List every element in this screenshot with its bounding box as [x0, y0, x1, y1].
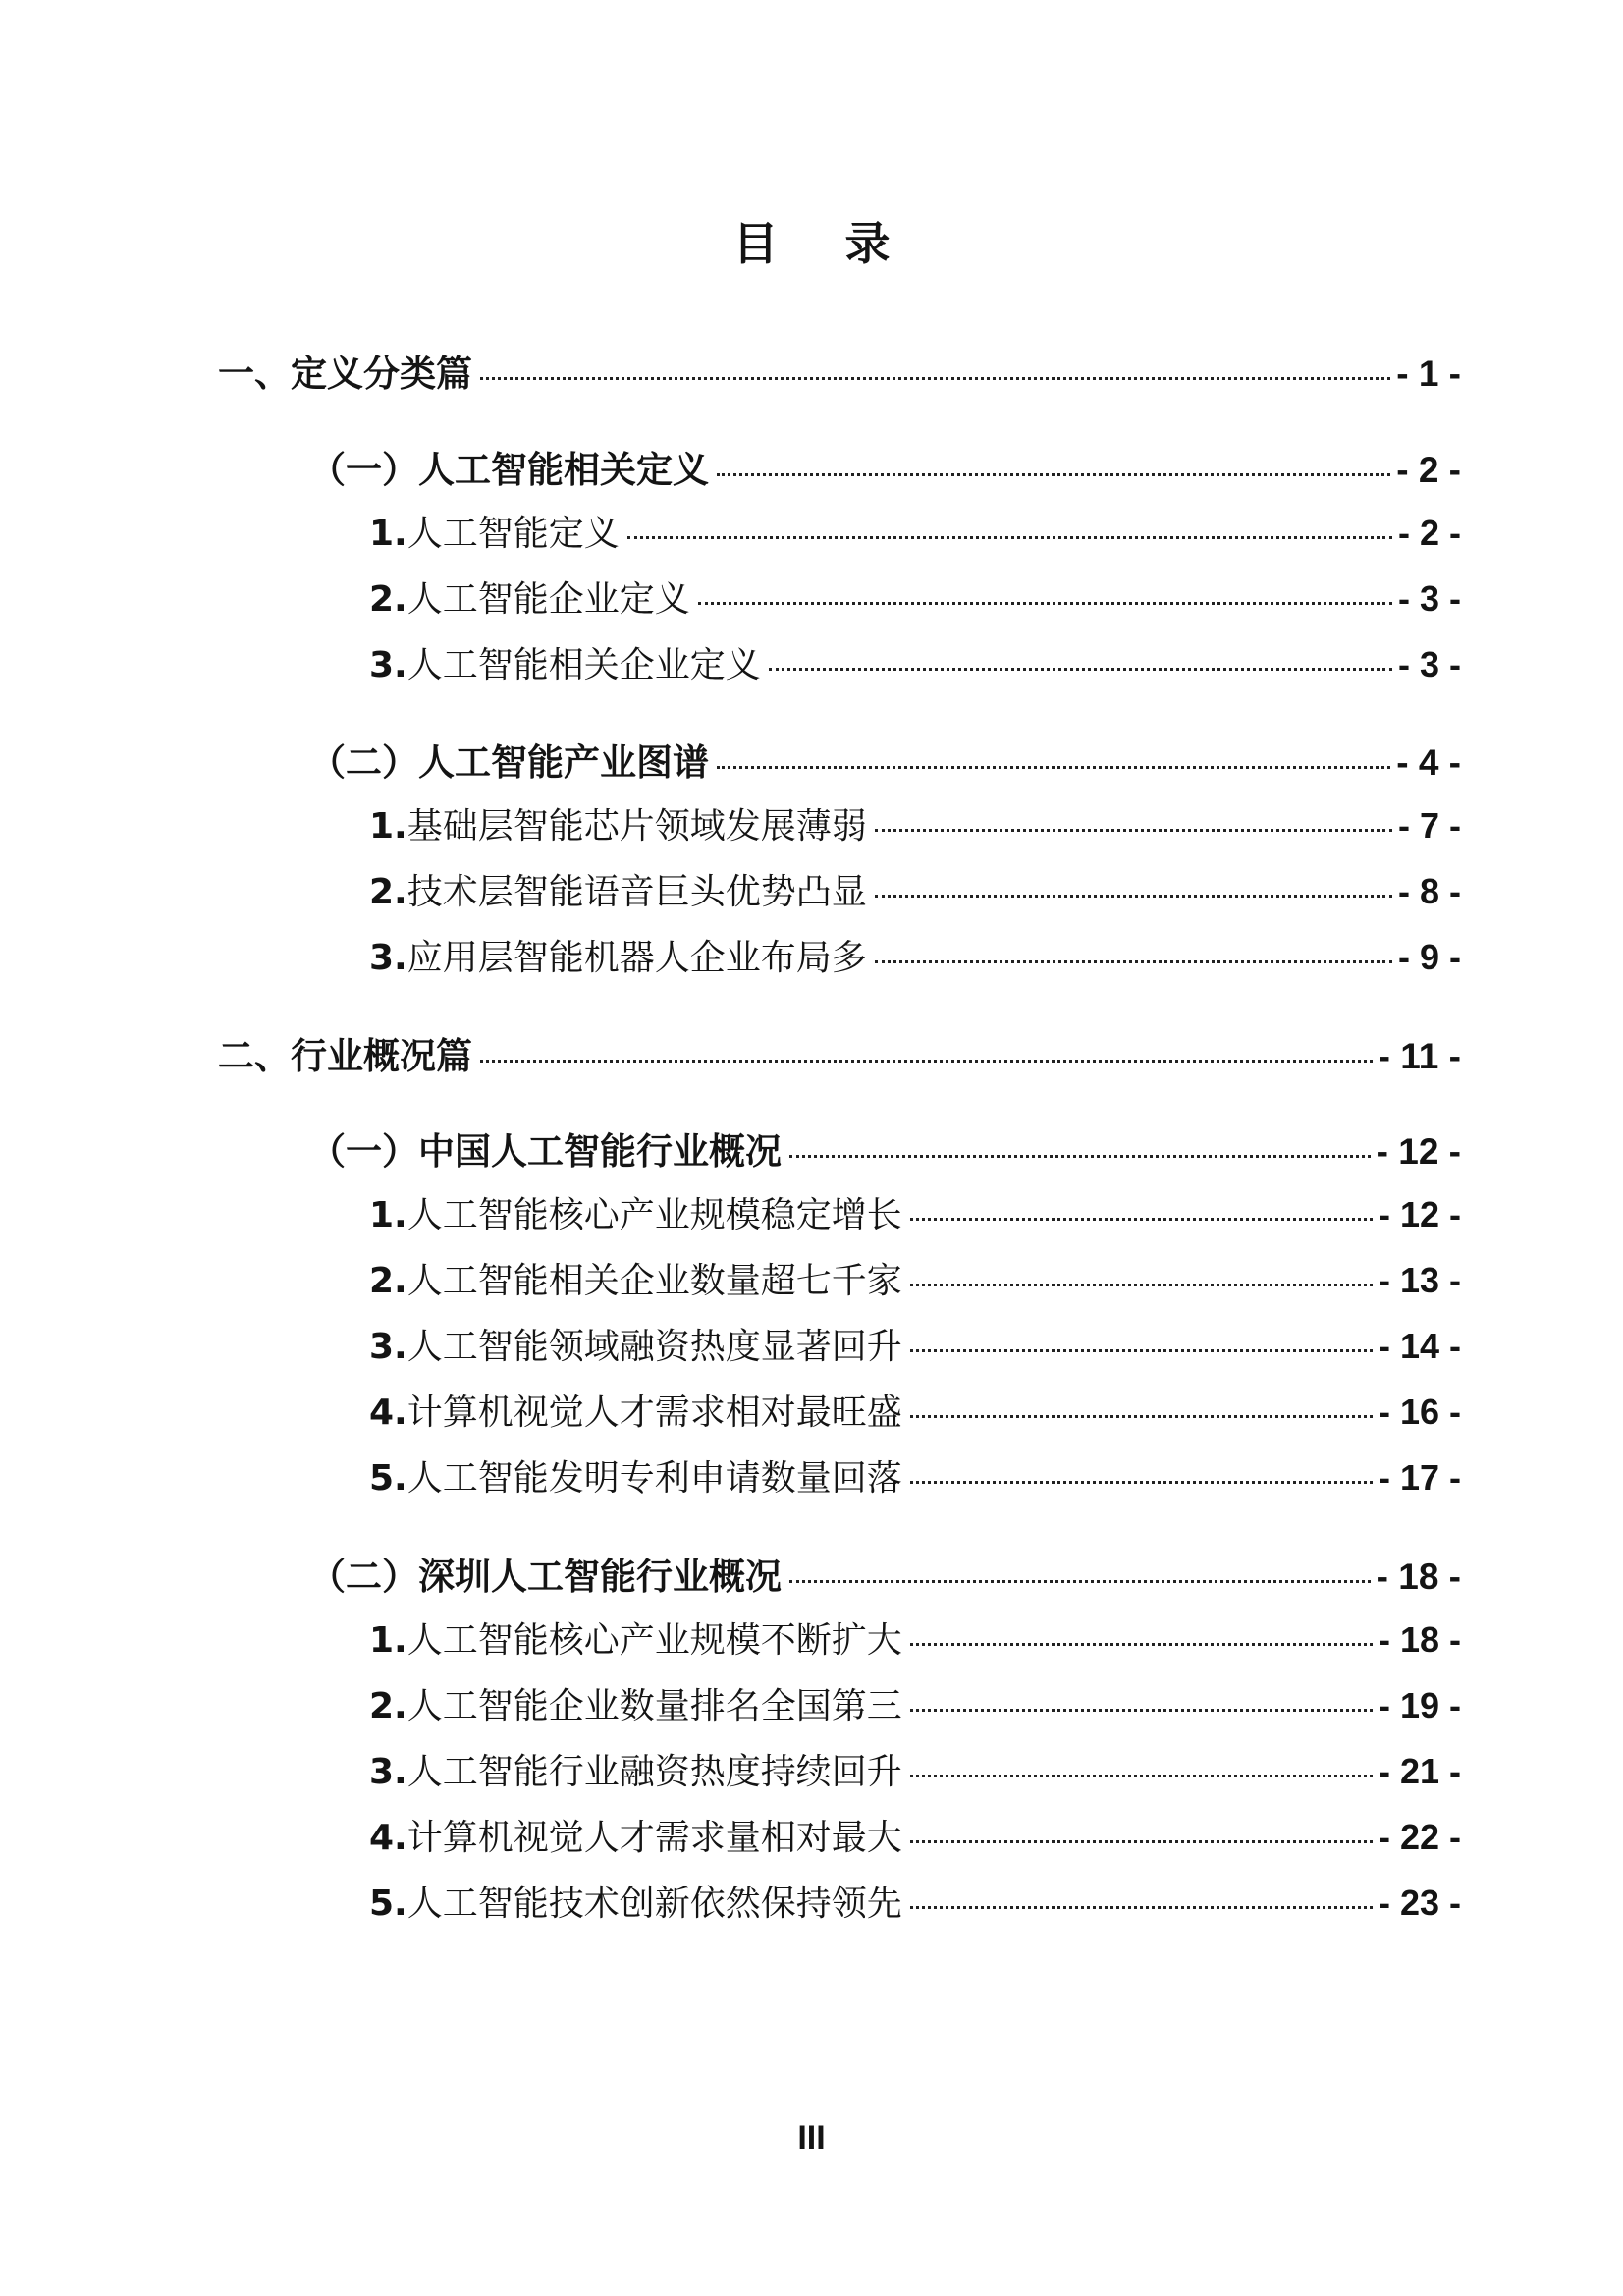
dot-leader: [717, 766, 1390, 769]
toc-entry-number: 2.: [369, 1686, 407, 1726]
toc-subsection-entry[interactable]: [369, 1876, 1461, 1926]
toc-entry-title: 计算机视觉人才需求量相对最大: [406, 1818, 902, 1858]
dot-leader: [875, 829, 1392, 832]
toc-entry-title: 应用层智能机器人企业布局多: [406, 938, 867, 978]
toc-entry-title: 人工智能行业融资热度持续回升: [406, 1752, 902, 1792]
toc-entry-number: 3.: [369, 1752, 407, 1792]
toc-subsection-entry[interactable]: [369, 572, 1461, 622]
toc-entry-number: 4.: [369, 1393, 407, 1433]
toc-section-entry[interactable]: [309, 733, 1461, 786]
toc-page-ref: - 18 -: [1378, 1619, 1461, 1660]
toc-page-ref: - 21 -: [1378, 1751, 1461, 1791]
toc-entry-number: 5.: [369, 1458, 407, 1499]
dot-leader: [910, 1284, 1373, 1286]
toc-entry-title: 人工智能相关企业定义: [406, 645, 761, 685]
toc-entry-number: 3.: [369, 645, 407, 685]
toc-page-ref: - 2 -: [1396, 450, 1461, 490]
dot-leader: [875, 960, 1392, 963]
toc-entry-number: 3.: [369, 938, 407, 978]
toc-section-entry[interactable]: [309, 440, 1461, 493]
toc-entry-number: 1.: [369, 514, 407, 554]
toc-chapter-entry[interactable]: [218, 344, 1461, 397]
dot-leader: [789, 1155, 1371, 1158]
toc-entry-title: （二）深圳人工智能行业概况: [309, 1556, 782, 1598]
toc-subsection-entry[interactable]: [369, 1744, 1461, 1794]
dot-leader: [910, 1775, 1373, 1777]
dot-leader: [875, 895, 1392, 898]
dot-leader: [789, 1580, 1371, 1583]
dot-leader: [698, 602, 1392, 605]
toc-chapter-entry[interactable]: [218, 1026, 1461, 1079]
dot-leader: [910, 1415, 1373, 1418]
dot-leader: [910, 1218, 1373, 1221]
dot-leader: [910, 1906, 1373, 1909]
dot-leader: [480, 377, 1390, 380]
toc-subsection-entry[interactable]: [369, 798, 1461, 848]
toc-subsection-entry[interactable]: [369, 506, 1461, 556]
toc-page-ref: - 19 -: [1378, 1685, 1461, 1725]
toc-page-ref: - 14 -: [1378, 1326, 1461, 1366]
toc-entry-number: 5.: [369, 1884, 407, 1924]
toc-entry-title: （二）人工智能产业图谱: [309, 741, 709, 784]
toc-entry-title: 人工智能定义: [406, 514, 620, 554]
toc-entry-title: 人工智能发明专利申请数量回落: [406, 1458, 902, 1499]
toc-entry-title: 人工智能技术创新依然保持领先: [406, 1884, 902, 1924]
toc-page-ref: - 3 -: [1397, 578, 1461, 619]
toc-page-ref: - 16 -: [1378, 1392, 1461, 1432]
toc-section-entry[interactable]: [309, 1121, 1461, 1175]
toc-subsection-entry[interactable]: [369, 930, 1461, 980]
toc-page-ref: - 9 -: [1397, 937, 1461, 977]
toc-page-ref: - 8 -: [1397, 871, 1461, 911]
page-number: III: [797, 2119, 826, 2157]
toc-title: 目 录: [732, 217, 916, 270]
toc-subsection-entry[interactable]: [369, 637, 1461, 687]
toc-subsection-entry[interactable]: [369, 1187, 1461, 1237]
toc-entry-number: 2.: [369, 1261, 407, 1301]
toc-subsection-entry[interactable]: [369, 1385, 1461, 1435]
toc-subsection-entry[interactable]: [369, 864, 1461, 914]
toc-subsection-entry[interactable]: [369, 1810, 1461, 1860]
toc-entry-title: 一、定义分类篇: [218, 353, 472, 395]
dot-leader: [910, 1709, 1373, 1712]
toc-entry-title: 计算机视觉人才需求相对最旺盛: [406, 1393, 902, 1433]
toc-entry-number: 4.: [369, 1818, 407, 1858]
toc-page-ref: - 22 -: [1378, 1817, 1461, 1857]
toc-entry-title: （一）中国人工智能行业概况: [309, 1130, 782, 1173]
toc-entry-title: 人工智能企业定义: [406, 579, 690, 620]
toc-page-ref: - 13 -: [1378, 1260, 1461, 1300]
toc-entry-number: 1.: [369, 1620, 407, 1661]
toc-entry-title: 人工智能领域融资热度显著回升: [406, 1327, 902, 1367]
toc-entry-number: 2.: [369, 579, 407, 620]
toc-entry-title: 二、行业概况篇: [218, 1035, 472, 1077]
toc-entry-title: 人工智能相关企业数量超七千家: [406, 1261, 902, 1301]
toc-entry-number: 1.: [369, 1195, 407, 1235]
dot-leader: [627, 536, 1392, 539]
toc-subsection-entry[interactable]: [369, 1253, 1461, 1303]
toc-page-ref: - 3 -: [1397, 644, 1461, 684]
dot-leader: [717, 473, 1390, 476]
toc-entry-title: 人工智能核心产业规模不断扩大: [406, 1620, 902, 1661]
toc-page-ref: - 4 -: [1396, 742, 1461, 783]
dot-leader: [910, 1349, 1373, 1352]
toc-section-entry[interactable]: [309, 1547, 1461, 1600]
toc-entry-number: 2.: [369, 872, 407, 912]
dot-leader: [769, 668, 1392, 671]
toc-entry-title: （一）人工智能相关定义: [309, 449, 709, 491]
toc-page-ref: - 1 -: [1396, 354, 1461, 394]
toc-entry-title: 人工智能企业数量排名全国第三: [406, 1686, 902, 1726]
toc-page-ref: - 12 -: [1376, 1131, 1461, 1172]
toc-entry-title: 技术层智能语音巨头优势凸显: [406, 872, 867, 912]
toc-page-ref: - 23 -: [1378, 1883, 1461, 1923]
dot-leader: [910, 1840, 1373, 1843]
toc-page-ref: - 7 -: [1397, 805, 1461, 846]
toc-entry-title: 人工智能核心产业规模稳定增长: [406, 1195, 902, 1235]
toc-entry-number: 3.: [369, 1327, 407, 1367]
toc-page-ref: - 11 -: [1378, 1036, 1461, 1076]
dot-leader: [480, 1060, 1373, 1063]
toc-page-ref: - 17 -: [1378, 1457, 1461, 1498]
toc-subsection-entry[interactable]: [369, 1678, 1461, 1728]
toc-subsection-entry[interactable]: [369, 1319, 1461, 1369]
dot-leader: [910, 1643, 1373, 1646]
toc-subsection-entry[interactable]: [369, 1613, 1461, 1663]
toc-page-ref: - 18 -: [1376, 1557, 1461, 1597]
dot-leader: [910, 1481, 1373, 1484]
toc-entry-number: 1.: [369, 806, 407, 847]
toc-subsection-entry[interactable]: [369, 1450, 1461, 1501]
toc-page-ref: - 12 -: [1378, 1194, 1461, 1234]
toc-page-ref: - 2 -: [1397, 513, 1461, 553]
toc-entry-title: 基础层智能芯片领域发展薄弱: [406, 806, 867, 847]
